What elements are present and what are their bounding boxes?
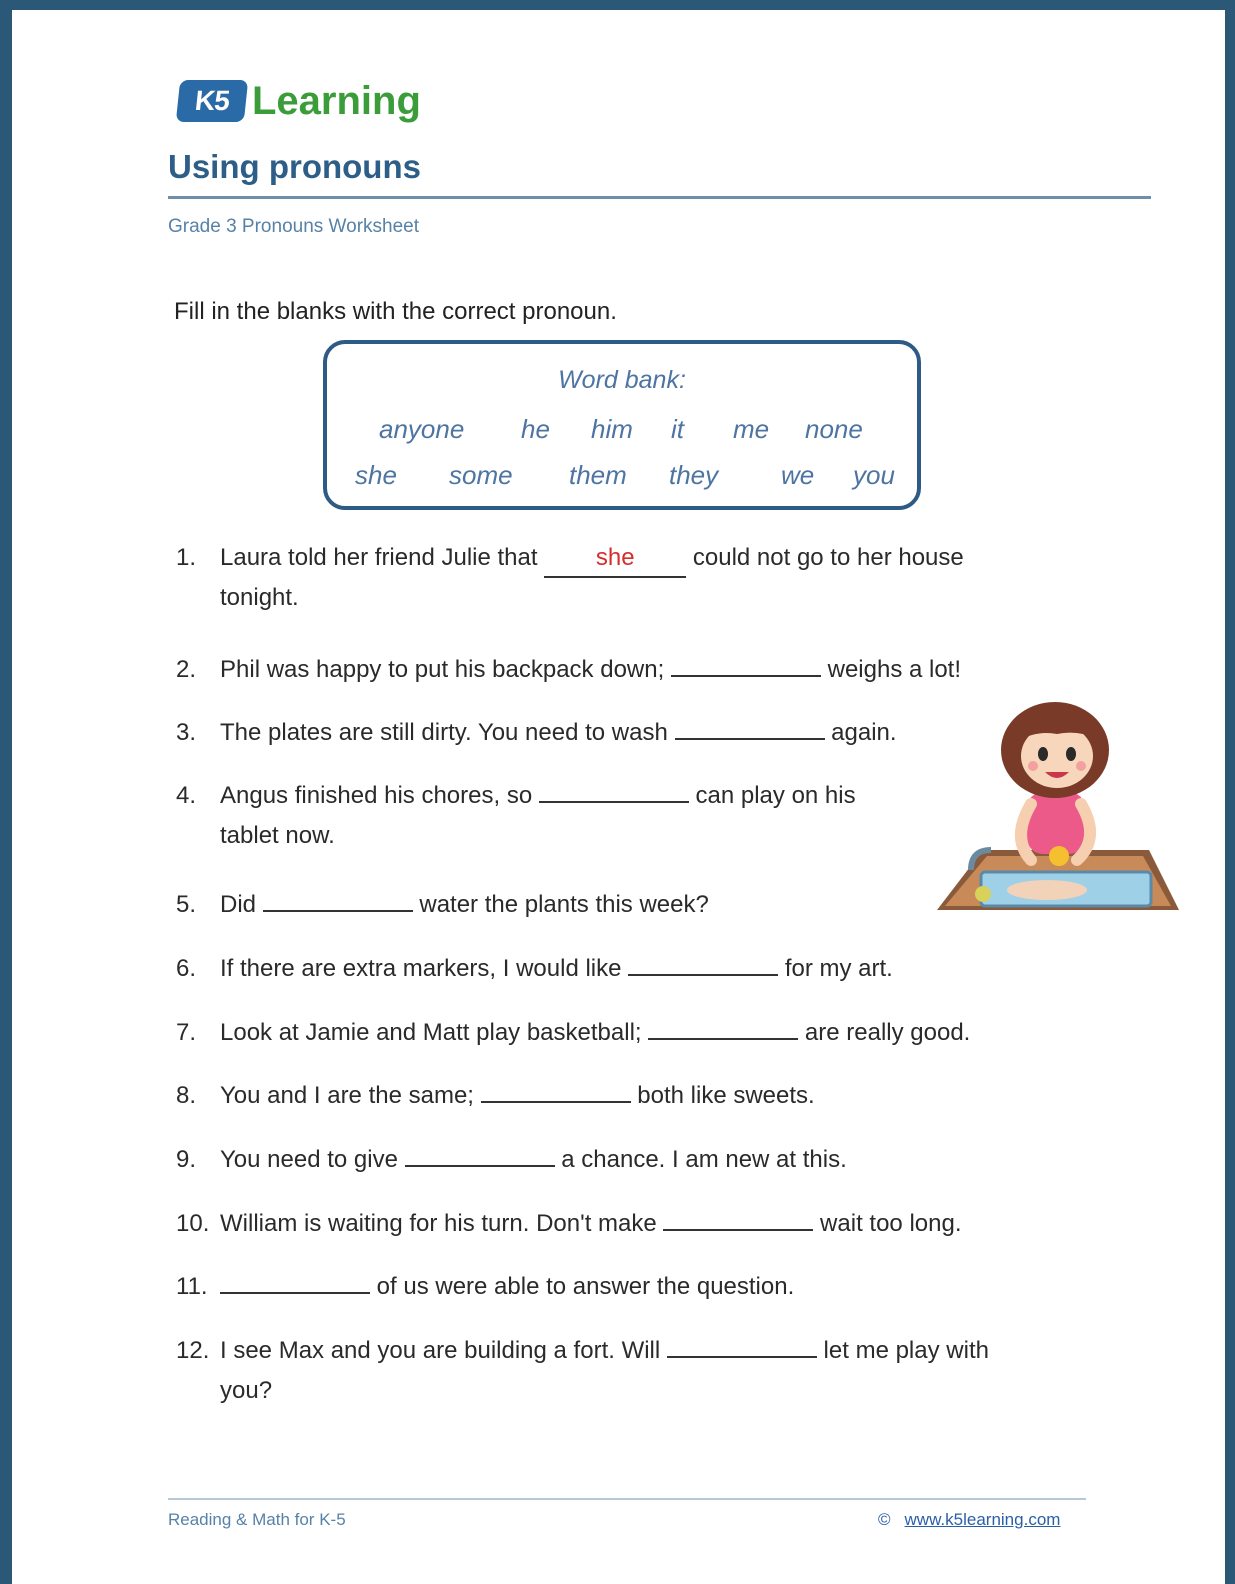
answer-blank[interactable] — [481, 1079, 631, 1103]
question-text-before: Laura told her friend Julie that — [220, 544, 545, 571]
answer-blank[interactable] — [263, 888, 413, 912]
question-text-before: Angus finished his chores, so — [220, 782, 539, 809]
question-number: 8. — [176, 1082, 197, 1109]
question-item — [176, 1078, 815, 1114]
question-item — [176, 652, 961, 688]
question-number: 7. — [176, 1019, 197, 1046]
word-bank-word: me — [733, 414, 770, 444]
answer-blank[interactable] — [671, 653, 821, 677]
question-number: 10. — [176, 1210, 210, 1237]
question-number: 12. — [176, 1337, 210, 1364]
question-number: 5. — [176, 891, 197, 918]
word-bank-box — [323, 340, 921, 510]
page-subtitle: Grade 3 Pronouns Worksheet — [168, 216, 420, 237]
question-number: 9. — [176, 1146, 197, 1173]
word-bank-word: them — [569, 460, 627, 490]
answer-blank[interactable] — [648, 1016, 798, 1040]
page-title: Using pronouns — [168, 148, 421, 185]
question-text-after: of us were able to answer the question. — [370, 1273, 795, 1300]
question-text-after: could not go to her house — [686, 544, 964, 571]
question-text-after: again. — [824, 719, 897, 746]
answer-filled[interactable]: she — [544, 540, 686, 578]
question-item — [176, 778, 856, 814]
answer-blank[interactable] — [675, 716, 825, 740]
question-item — [176, 1015, 970, 1051]
footer-copyright — [878, 1510, 1060, 1530]
question-text-after: a chance. I am new at this. — [554, 1146, 847, 1173]
question-item — [176, 887, 709, 923]
girl-washing-dishes-illustration — [927, 700, 1183, 930]
answer-blank[interactable] — [405, 1143, 555, 1167]
question-text-after: can play on his — [688, 782, 856, 809]
k5-learning-logo — [178, 72, 421, 130]
word-bank-word: we — [781, 460, 815, 490]
word-bank-word: it — [671, 414, 684, 444]
word-bank-word: she — [355, 460, 397, 490]
question-text-before: The plates are still dirty. You need to wash — [220, 719, 675, 746]
question-text-after: wait too long. — [813, 1210, 962, 1237]
question-item — [176, 1206, 961, 1242]
question-text-before: You need to give — [220, 1146, 405, 1173]
question-number: 6. — [176, 955, 197, 982]
word-bank-word: none — [805, 414, 863, 444]
question-text-before: Phil was happy to put his backpack down; — [220, 656, 671, 683]
question-number: 1. — [176, 544, 197, 571]
word-bank-word: he — [521, 414, 550, 444]
logo-badge: K5 — [176, 80, 248, 122]
question-item — [176, 1269, 794, 1305]
question-item — [176, 1333, 989, 1369]
copyright-symbol: © — [878, 1510, 891, 1529]
logo-text: Learning — [252, 78, 421, 123]
question-text-after: let me play with — [816, 1337, 989, 1364]
question-text-before: I see Max and you are building a fort. Will — [220, 1337, 667, 1364]
question-item — [176, 1142, 847, 1178]
question-item — [176, 715, 897, 751]
question-text-after: are really good. — [798, 1019, 971, 1046]
word-bank-word: they — [669, 460, 719, 490]
word-bank-word: him — [591, 414, 633, 444]
question-text-before: If there are extra markers, I would like — [220, 955, 629, 982]
question-text-after: weighs a lot! — [820, 656, 962, 683]
question-item — [176, 951, 893, 987]
word-bank-title: Word bank: — [558, 366, 686, 394]
question-number: 3. — [176, 719, 197, 746]
question-text-before: You and I are the same; — [220, 1082, 481, 1109]
answer-blank[interactable] — [628, 952, 778, 976]
title-divider — [168, 196, 1151, 199]
question-continuation: tonight. — [220, 584, 299, 611]
answer-blank[interactable] — [220, 1270, 370, 1294]
question-text-after: both like sweets. — [630, 1082, 815, 1109]
answer-blank[interactable] — [663, 1207, 813, 1231]
question-continuation: you? — [220, 1377, 273, 1404]
question-text-before: William is waiting for his turn. Don't make — [220, 1210, 664, 1237]
answer-blank[interactable] — [539, 779, 689, 803]
question-continuation: tablet now. — [220, 822, 335, 849]
word-bank-word: some — [449, 460, 513, 490]
word-bank-word: anyone — [379, 414, 465, 444]
word-bank-word: you — [853, 460, 895, 490]
question-number: 2. — [176, 656, 197, 683]
footer-divider — [168, 1498, 1086, 1500]
answer-blank[interactable] — [667, 1334, 817, 1358]
instruction-text: Fill in the blanks with the correct pronoun. — [174, 298, 617, 325]
question-number: 11. — [176, 1273, 208, 1300]
question-item — [176, 540, 964, 578]
footer-tagline: Reading & Math for K-5 — [168, 1510, 346, 1529]
question-text-after: for my art. — [778, 955, 893, 982]
footer-url-link[interactable]: www.k5learning.com — [904, 1510, 1061, 1529]
question-text-after: water the plants this week? — [412, 891, 709, 918]
question-text-before: Did — [220, 891, 263, 918]
question-text-before: Look at Jamie and Matt play basketball; — [220, 1019, 649, 1046]
question-number: 4. — [176, 782, 197, 809]
